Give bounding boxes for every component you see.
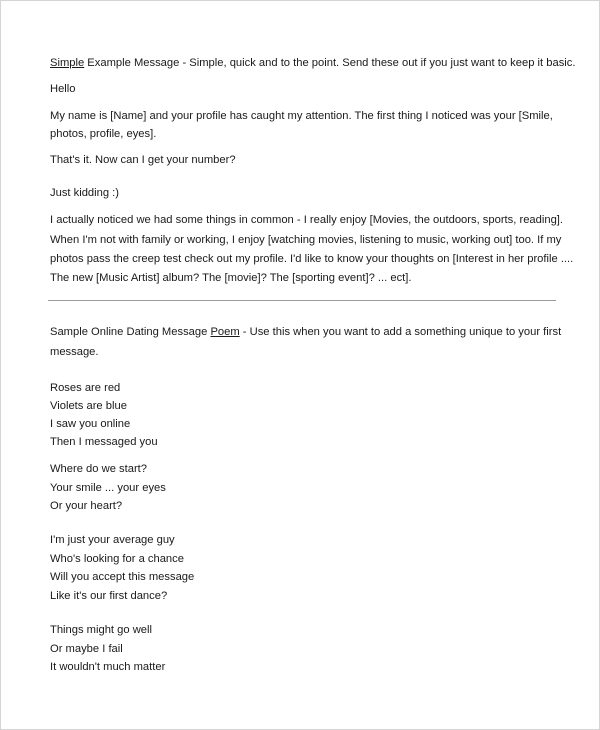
poem-line: Things might go well	[50, 624, 152, 636]
poem-line: Roses are red	[50, 382, 121, 394]
body-line-2: When I'm not with family or working, I enjoy [watching movies, listening to music, working out] too. If my	[50, 234, 562, 246]
poem-line: Will you accept this message	[50, 571, 195, 583]
section2-header	[50, 325, 561, 339]
section1-header	[50, 56, 575, 70]
poem-line: Who's looking for a chance	[50, 553, 184, 565]
poem-line: Or maybe I fail	[50, 643, 123, 655]
body-line-1: I actually noticed we had some things in common - I really enjoy [Movies, the outdoors, sports, reading].	[50, 214, 564, 226]
poem-line: Violets are blue	[50, 400, 127, 412]
section2-header-line2: message.	[50, 346, 99, 358]
poem-line: Or your heart?	[50, 500, 123, 512]
section-divider	[48, 300, 556, 301]
body-line-3: photos pass the creep test check out my profile. I'd like to know your thoughts on [Interest in her profile ....	[50, 253, 574, 265]
section1-header-text: Example Message - Simple, quick and to the point. Send these out if you just want to keep it basic.	[84, 57, 576, 69]
kidding-text: Just kidding :)	[50, 187, 120, 199]
poem-line: I saw you online	[50, 418, 131, 430]
poem-line: I'm just your average guy	[50, 534, 175, 546]
section2-header-pre: Sample Online Dating Message	[50, 326, 211, 338]
poem-line: Your smile ... your eyes	[50, 482, 166, 494]
intro-line-2: photos, profile, eyes].	[50, 128, 157, 140]
poem-line: It wouldn't much matter	[50, 661, 166, 673]
section2-header-post: - Use this when you want to add a something unique to your first	[239, 326, 562, 338]
question-text: That's it. Now can I get your number?	[50, 154, 236, 166]
intro-line-1: My name is [Name] and your profile has caught my attention. The first thing I noticed was your [Smile,	[50, 110, 553, 122]
poem-line: Like it's our first dance?	[50, 590, 168, 602]
poem-line: Where do we start?	[50, 463, 148, 475]
greeting-text: Hello	[50, 83, 76, 95]
poem-link[interactable]: Poem	[210, 326, 240, 338]
simple-link[interactable]: Simple	[50, 57, 85, 69]
poem-line: Then I messaged you	[50, 436, 158, 448]
body-line-4: The new [Music Artist] album? The [movie]? The [sporting event]? ... ect].	[50, 272, 412, 284]
